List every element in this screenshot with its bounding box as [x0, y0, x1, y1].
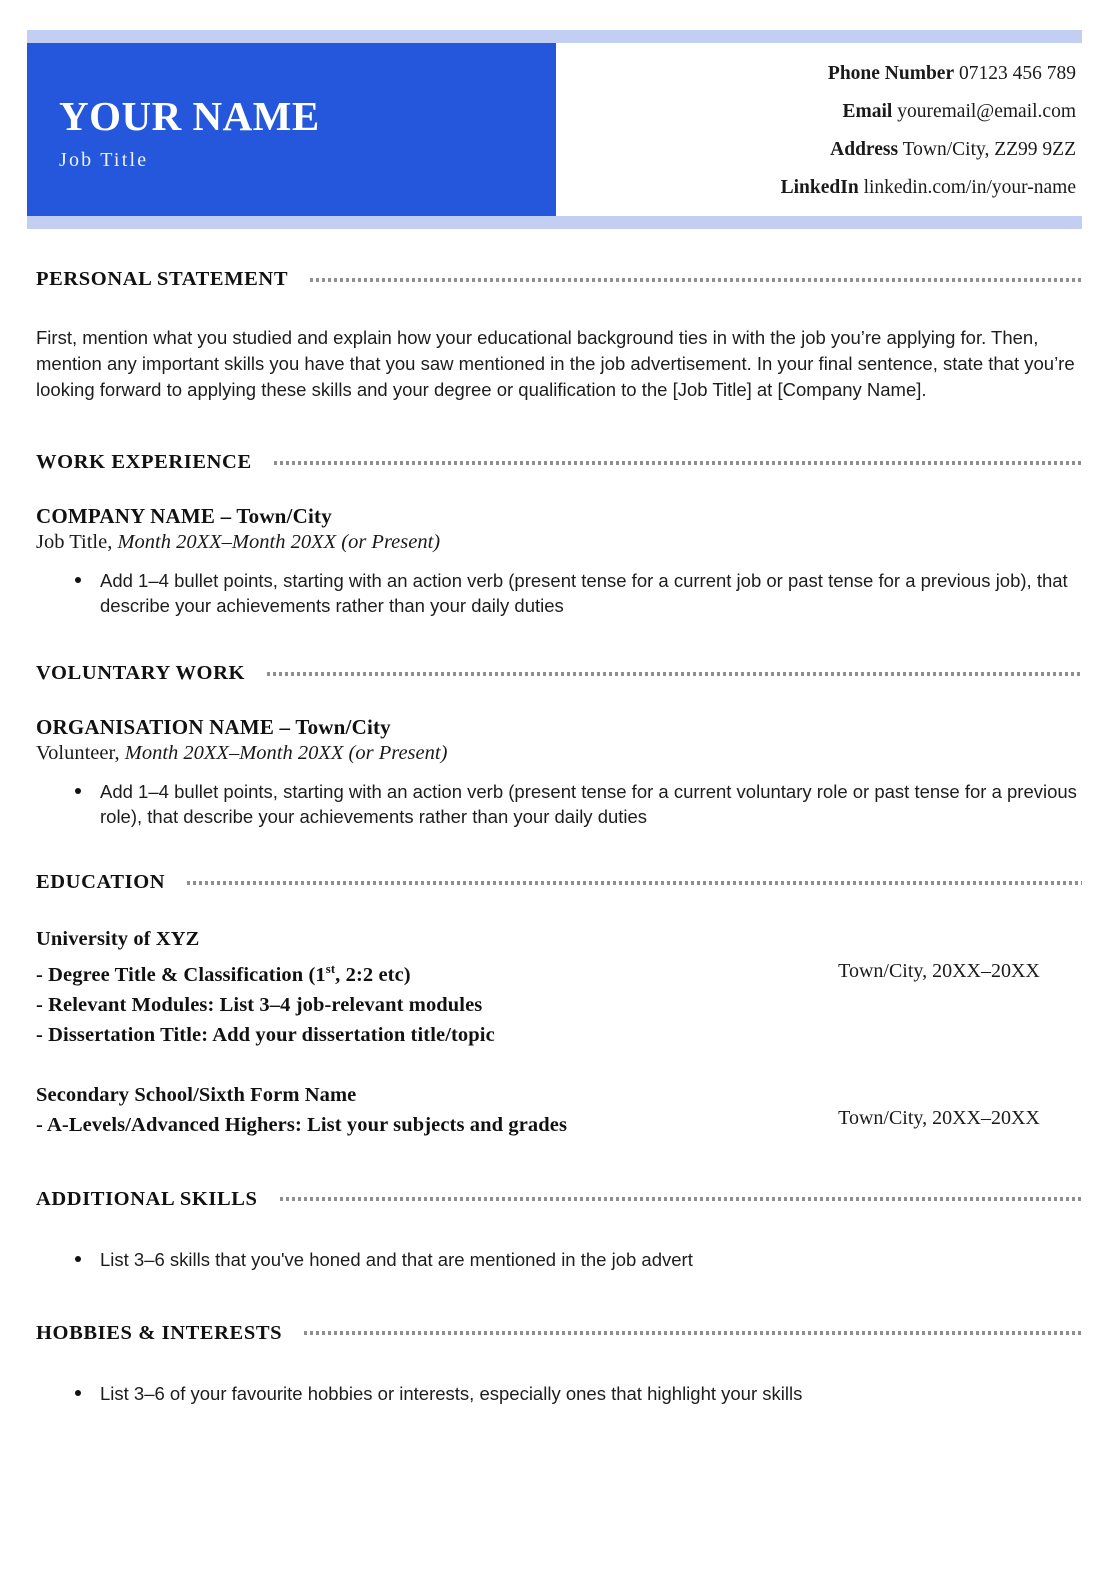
job-title-subtitle: Job Title — [59, 149, 149, 172]
education-alevels-line: - A-Levels/Advanced Highers: List your subjects and grades — [36, 1113, 568, 1136]
section-header-education — [36, 871, 1082, 894]
contact-phone — [556, 64, 1076, 84]
section-title-education: EDUCATION — [36, 871, 166, 893]
contact-email-value: youremail@email.com — [897, 101, 1076, 122]
dotted-rule — [310, 277, 1082, 283]
work-dates: Month 20XX–Month 20XX (or Present) — [117, 531, 441, 553]
education-entry-school — [36, 1080, 1082, 1140]
voluntary-work-entry — [36, 715, 1082, 829]
contact-linkedin-label: LinkedIn — [780, 177, 859, 198]
work-role-and-dates — [36, 531, 1082, 554]
education-location-dates: Town/City, 20XX–20XX — [838, 1106, 1040, 1129]
section-header-additional-skills — [36, 1188, 1082, 1211]
contact-email — [556, 102, 1076, 122]
cv-content — [36, 268, 1082, 1406]
header-body — [27, 43, 1082, 216]
work-bullet-list — [36, 568, 1082, 618]
dotted-rule — [267, 671, 1082, 677]
section-header-work-experience — [36, 451, 1082, 474]
education-institution: University of XYZ — [36, 928, 200, 950]
contact-address-value: Town/City, ZZ99 9ZZ — [902, 139, 1076, 160]
section-header-voluntary-work — [36, 662, 1082, 685]
list-item: List 3–6 of your favourite hobbies or interests, especially ones that highlight your skills — [100, 1381, 1082, 1406]
work-company-name: COMPANY NAME – Town/City — [36, 504, 332, 528]
section-title-personal-statement: PERSONAL STATEMENT — [36, 268, 289, 290]
contact-email-label: Email — [842, 101, 893, 122]
list-item: Add 1–4 bullet points, starting with an action verb (present tense for a current job or past tense for a previous job), that describe your achievements rather than your daily duties — [100, 568, 1082, 618]
list-item: List 3–6 skills that you've honed and that are mentioned in the job advert — [100, 1247, 1082, 1272]
education-location-dates: Town/City, 20XX–20XX — [838, 960, 1040, 982]
hobbies-bullet-list — [36, 1381, 1082, 1406]
education-degree-post: , 2:2 etc) — [335, 963, 411, 986]
contact-details — [556, 43, 1082, 216]
voluntary-dates: Month 20XX–Month 20XX (or Present) — [124, 742, 448, 764]
education-institution: Secondary School/Sixth Form Name — [36, 1083, 357, 1106]
dotted-rule — [304, 1330, 1082, 1336]
cv-header — [27, 30, 1082, 229]
education-degree-superscript: st — [325, 962, 336, 976]
section-title-work-experience: WORK EXPERIENCE — [36, 451, 252, 473]
dotted-rule — [274, 460, 1082, 466]
list-item: Add 1–4 bullet points, starting with an action verb (present tense for a current voluntary role or past tense for a previous role), that describe your achievements rather than your daily duties — [100, 779, 1082, 829]
page-title: YOUR NAME — [59, 93, 320, 139]
header-bottom-band — [27, 216, 1082, 229]
education-degree-line — [36, 954, 796, 990]
contact-address-label: Address — [830, 139, 899, 160]
contact-linkedin — [556, 178, 1076, 198]
contact-address — [556, 140, 1076, 160]
voluntary-role-and-dates — [36, 742, 1082, 765]
work-role: Job Title, — [36, 531, 113, 553]
personal-statement-paragraph: First, mention what you studied and explain how your educational background ties in with the job you’re applying for. Then, mention any important skills you have that you saw mentioned in the job advertisement. In your final sentence, state that you’re looking forward to applying these skills and your degree or qualification to the [Job Title] at [Company Name]. — [36, 327, 1075, 400]
name-block — [27, 43, 556, 216]
contact-phone-label: Phone Number — [827, 63, 955, 84]
contact-linkedin-value: linkedin.com/in/your-name — [863, 177, 1076, 198]
dotted-rule — [280, 1196, 1082, 1202]
voluntary-bullet-list — [36, 779, 1082, 829]
education-dissertation-line: - Dissertation Title: Add your dissertation title/topic — [36, 1023, 495, 1046]
section-title-voluntary-work: VOLUNTARY WORK — [36, 662, 246, 684]
voluntary-role: Volunteer, — [36, 742, 120, 764]
contact-phone-value: 07123 456 789 — [959, 63, 1076, 84]
education-modules-line: - Relevant Modules: List 3–4 job-relevant modules — [36, 993, 483, 1016]
education-entry-university — [36, 924, 1082, 1050]
section-title-additional-skills: ADDITIONAL SKILLS — [36, 1187, 258, 1210]
dotted-rule — [187, 880, 1082, 886]
section-header-hobbies-interests — [36, 1322, 1082, 1345]
section-title-hobbies-interests: HOBBIES & INTERESTS — [36, 1321, 283, 1344]
education-entry-details — [36, 1080, 796, 1140]
work-experience-entry — [36, 504, 1082, 618]
education-degree-pre: - Degree Title & Classification (1 — [36, 963, 326, 986]
additional-skills-bullet-list — [36, 1247, 1082, 1272]
voluntary-organisation-name: ORGANISATION NAME – Town/City — [36, 715, 391, 739]
education-entry-details — [36, 924, 796, 1050]
header-top-band — [27, 30, 1082, 43]
section-header-personal-statement — [36, 268, 1082, 291]
